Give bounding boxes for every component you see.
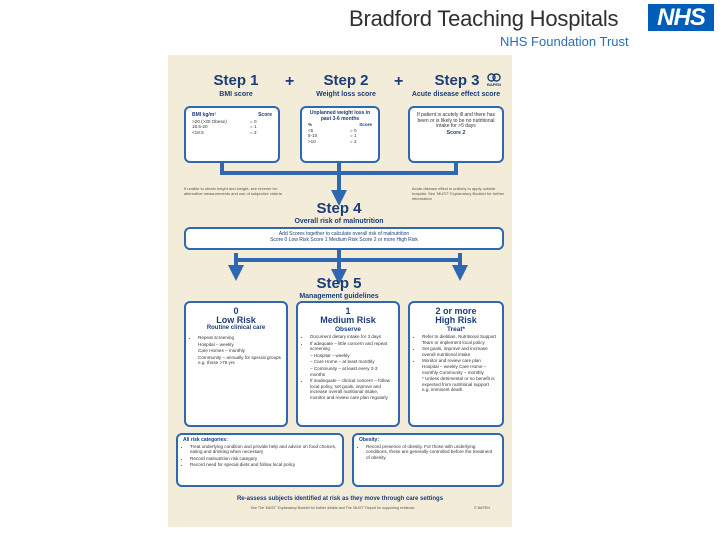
table-row: 18.5-20 = 1 [192, 124, 257, 130]
list-item: – Hospital – weekly [310, 352, 350, 358]
low-risk-care: Routine clinical care [206, 325, 266, 331]
step1-subtitle: BMI score [219, 91, 253, 98]
page-header [0, 0, 720, 56]
table-row: >20 (>30 Obese) = 0 [192, 118, 257, 124]
list-item: • Record presence of obesity. For those with underlying conditions, these are generally controlled before the treatment of obesity. [366, 444, 497, 461]
obesity-box [352, 433, 504, 487]
step2-box [300, 106, 380, 163]
step1-title: Step 1 [213, 72, 259, 89]
step2-heading: Unplanned weight loss in past 3-6 months [309, 110, 371, 122]
low-risk-label: Low Risk [216, 315, 256, 325]
step3-title: Step 3 [434, 72, 480, 89]
high-risk-box [408, 301, 504, 427]
list-item: • Monitor and review care plan Hospital – weekly Care Home – monthly Community – monthly [422, 358, 497, 375]
high-risk-score: 2 or more [435, 306, 477, 316]
step5-title: Step 5 [316, 275, 362, 292]
percent-column-header: % [308, 122, 313, 128]
step4-instruction: Add Scores together to calculate overall risk of malnutrition [278, 231, 410, 237]
low-risk-score: 0 [233, 306, 239, 316]
table-row: <18.5 = 2 [192, 129, 257, 135]
org-subtitle: NHS Foundation Trust [500, 34, 629, 49]
score-column-header: Score [258, 112, 272, 118]
must-flowchart [168, 55, 512, 527]
reassess-footer: Re-assess subjects identified at risk as they move through care settings [236, 496, 444, 502]
list-item: – Community – at least every 2-3 months [310, 365, 378, 377]
list-item: • If inadequate – clinical concern – follow local policy, set goals, improve and increase overall nutritional intake, monitor and review care plan regularly [310, 378, 393, 400]
step1-box [184, 106, 280, 163]
plus-sign: + [394, 73, 404, 90]
high-risk-action: Treat* [446, 326, 466, 333]
copyright: © BAPEN [474, 506, 490, 510]
list-item: Care Homes – monthly [198, 348, 245, 354]
step4-risk-levels: Score 0 Low Risk Score 1 Medium Risk Score 2 or more High Risk [270, 236, 418, 243]
list-item: Hospital – weekly [198, 341, 234, 347]
footer-note: See The 'MUST' Explanatory Booklet for further details and The 'MUST' Report for supporting evidence. [250, 506, 416, 510]
step4-subtitle: Overall risk of malnutrition [294, 218, 384, 225]
list-item: • Repeat screening [198, 335, 281, 341]
list-item: • Record need for special diets and follow local policy [190, 462, 337, 468]
medium-risk-box [296, 301, 400, 427]
list-item: • Treat underlying condition and provide help and advice on food choices, eating and drinking when necessary [190, 444, 337, 455]
all-risk-title: All risk categories: [183, 437, 228, 443]
obesity-title: Obesity: [359, 437, 380, 443]
bapen-logo-text: BAPEN [486, 82, 501, 87]
score-column-header: Score [359, 122, 372, 128]
step3-subtitle: Acute disease effect score [411, 91, 501, 98]
list-item: • Document dietary intake for 3 days [310, 334, 393, 340]
list-item: Community – annually for special groups e.g. those >75 yrs [198, 354, 281, 366]
org-name: Bradford Teaching Hospitals [349, 6, 619, 31]
medium-risk-score: 1 [345, 306, 351, 316]
split-line [236, 255, 460, 260]
medium-risk-action: Observe [334, 326, 362, 333]
list-item: • Set goals, improve and increase overall nutritional intake [422, 346, 497, 357]
step4-box [184, 227, 504, 250]
table-row: >10 = 2 [308, 138, 357, 144]
nhs-logo: NHS [648, 4, 714, 31]
step2-subtitle: Weight loss score [316, 91, 376, 98]
step3-text: If patient is acutely ill and there has been or is likely to be no nutritional intake for >5 days [416, 112, 496, 130]
step1-note: If unable to obtain height and weight, see reverse for alternative measurements and use of subjective criteria [184, 186, 282, 196]
all-risk-box [176, 433, 344, 487]
step3-score: Score 2 [446, 129, 466, 136]
table-row: <5 = 0 [308, 127, 357, 133]
step3-box [408, 106, 504, 163]
list-item: • Refer to dietitian, Nutritional Support Team or implement local policy [422, 334, 497, 345]
high-risk-label: High Risk [435, 315, 477, 325]
low-risk-box [184, 301, 288, 427]
medium-risk-label: Medium Risk [320, 315, 376, 325]
step3-note: Acute disease effect is unlikely to apply outside hospital. See 'MUST' Explanatory Booklet for further information [412, 186, 505, 201]
list-item: * Unless detrimental or no benefit is expected from nutritional support e.g. imminent death. [422, 376, 495, 393]
list-item: – Care Home – at least monthly [310, 359, 375, 365]
list-item: • Record malnutrition risk category [190, 456, 337, 462]
plus-sign: + [285, 73, 295, 90]
step4-title: Step 4 [316, 200, 362, 217]
list-item: • If adequate – little concern and repeat screening [310, 341, 393, 352]
bmi-column-header: BMI kg/m² [192, 112, 216, 118]
step2-title: Step 2 [323, 72, 369, 89]
step5-subtitle: Management guidelines [299, 293, 379, 300]
table-row: 5-10 = 1 [308, 133, 357, 139]
